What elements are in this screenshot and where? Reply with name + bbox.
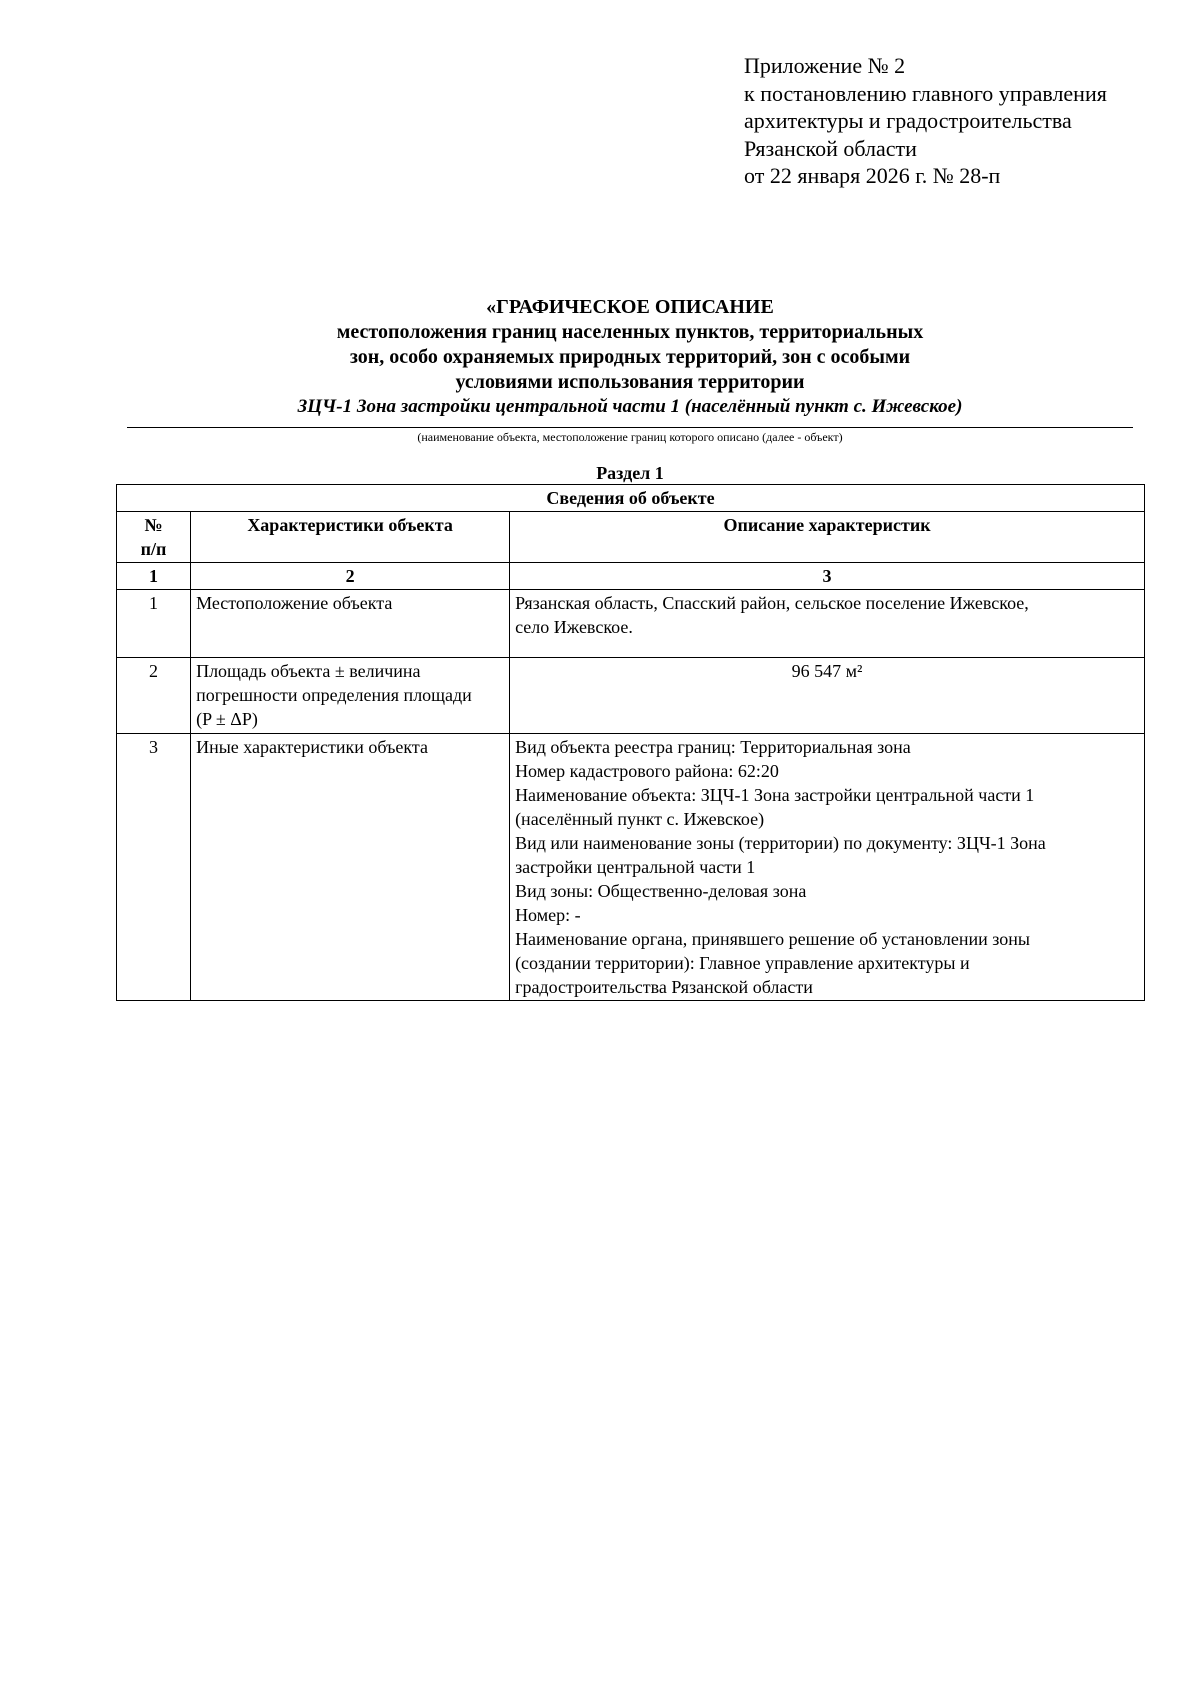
row-characteristic: Местоположение объекта bbox=[191, 590, 510, 658]
row-characteristic: Иные характеристики объекта bbox=[191, 734, 510, 1001]
characteristic-line: (P ± ΔP) bbox=[196, 709, 258, 729]
object-info-table bbox=[116, 484, 1145, 1001]
header-characteristics: Характеристики объекта bbox=[191, 512, 510, 563]
row-description bbox=[510, 734, 1145, 1001]
table-row bbox=[117, 658, 1145, 734]
characteristic-line: погрешности определения площади bbox=[196, 685, 472, 705]
title-subline: условиями использования территории bbox=[455, 371, 805, 393]
row-description: 96 547 м² bbox=[510, 658, 1145, 734]
section-title: Раздел 1 bbox=[596, 463, 664, 483]
row-description bbox=[510, 590, 1145, 658]
appendix-line: Рязанской области bbox=[744, 135, 917, 161]
description-line: село Ижевское. bbox=[515, 617, 633, 637]
description-line: Номер кадастрового района: 62:20 bbox=[515, 761, 779, 781]
title-subline: зон, особо охраняемых природных территорий, зон с особыми bbox=[349, 346, 911, 368]
header-number-line2: п/п bbox=[140, 539, 167, 559]
object-name-caption: (наименование объекта, местоположение границ которого описано (далее - объект) bbox=[417, 430, 843, 444]
appendix-line: архитектуры и градостроительства bbox=[744, 108, 1072, 133]
header-number-line1: № bbox=[144, 515, 163, 535]
appendix-line: к постановлению главного управления bbox=[744, 80, 1107, 106]
table-header-row bbox=[117, 512, 1145, 563]
title-subline: местоположения границ населенных пунктов, территориальных bbox=[336, 321, 924, 343]
description-line: (населённый пункт с. Ижевское) bbox=[515, 809, 765, 829]
description-line: Наименование объекта: ЗЦЧ-1 Зона застройки центральной части 1 bbox=[515, 785, 1035, 805]
row-number: 1 bbox=[117, 590, 191, 658]
description-line: застройки центральной части 1 bbox=[515, 857, 756, 877]
object-name-underline bbox=[127, 427, 1133, 428]
table-row bbox=[117, 590, 1145, 658]
title-main: «ГРАФИЧЕСКОЕ ОПИСАНИЕ bbox=[486, 296, 774, 318]
description-line: градостроительства Рязанской области bbox=[515, 977, 813, 997]
document-title bbox=[120, 295, 1140, 419]
characteristic-line: Площадь объекта ± величина bbox=[196, 661, 421, 681]
row-characteristic bbox=[191, 658, 510, 734]
row-number: 3 bbox=[117, 734, 191, 1001]
description-line: (создании территории): Главное управление архитектуры и bbox=[515, 953, 970, 973]
table-caption: Сведения об объекте bbox=[117, 485, 1145, 512]
header-description: Описание характеристик bbox=[510, 512, 1145, 563]
appendix-line: от 22 января 2026 г. № 28-п bbox=[744, 163, 1001, 188]
column-number-row bbox=[117, 563, 1145, 590]
table-row bbox=[117, 734, 1145, 1001]
description-line: Вид зоны: Общественно-деловая зона bbox=[515, 881, 807, 901]
row-number: 2 bbox=[117, 658, 191, 734]
description-line: Наименование органа, принявшего решение об установлении зоны bbox=[515, 929, 1030, 949]
column-number: 3 bbox=[510, 563, 1145, 590]
header-number bbox=[117, 512, 191, 563]
column-number: 2 bbox=[191, 563, 510, 590]
appendix-header bbox=[744, 52, 1184, 190]
table-caption-row bbox=[117, 485, 1145, 512]
description-line: Номер: - bbox=[515, 905, 581, 925]
description-line: Вид объекта реестра границ: Территориальная зона bbox=[515, 737, 911, 757]
description-line: Вид или наименование зоны (территории) по документу: ЗЦЧ-1 Зона bbox=[515, 833, 1046, 853]
object-name: ЗЦЧ-1 Зона застройки центральной части 1 (населённый пункт с. Ижевское) bbox=[297, 396, 963, 417]
description-line: Рязанская область, Спасский район, сельское поселение Ижевское, bbox=[515, 593, 1029, 613]
column-number: 1 bbox=[117, 563, 191, 590]
appendix-line: Приложение № 2 bbox=[744, 53, 906, 78]
